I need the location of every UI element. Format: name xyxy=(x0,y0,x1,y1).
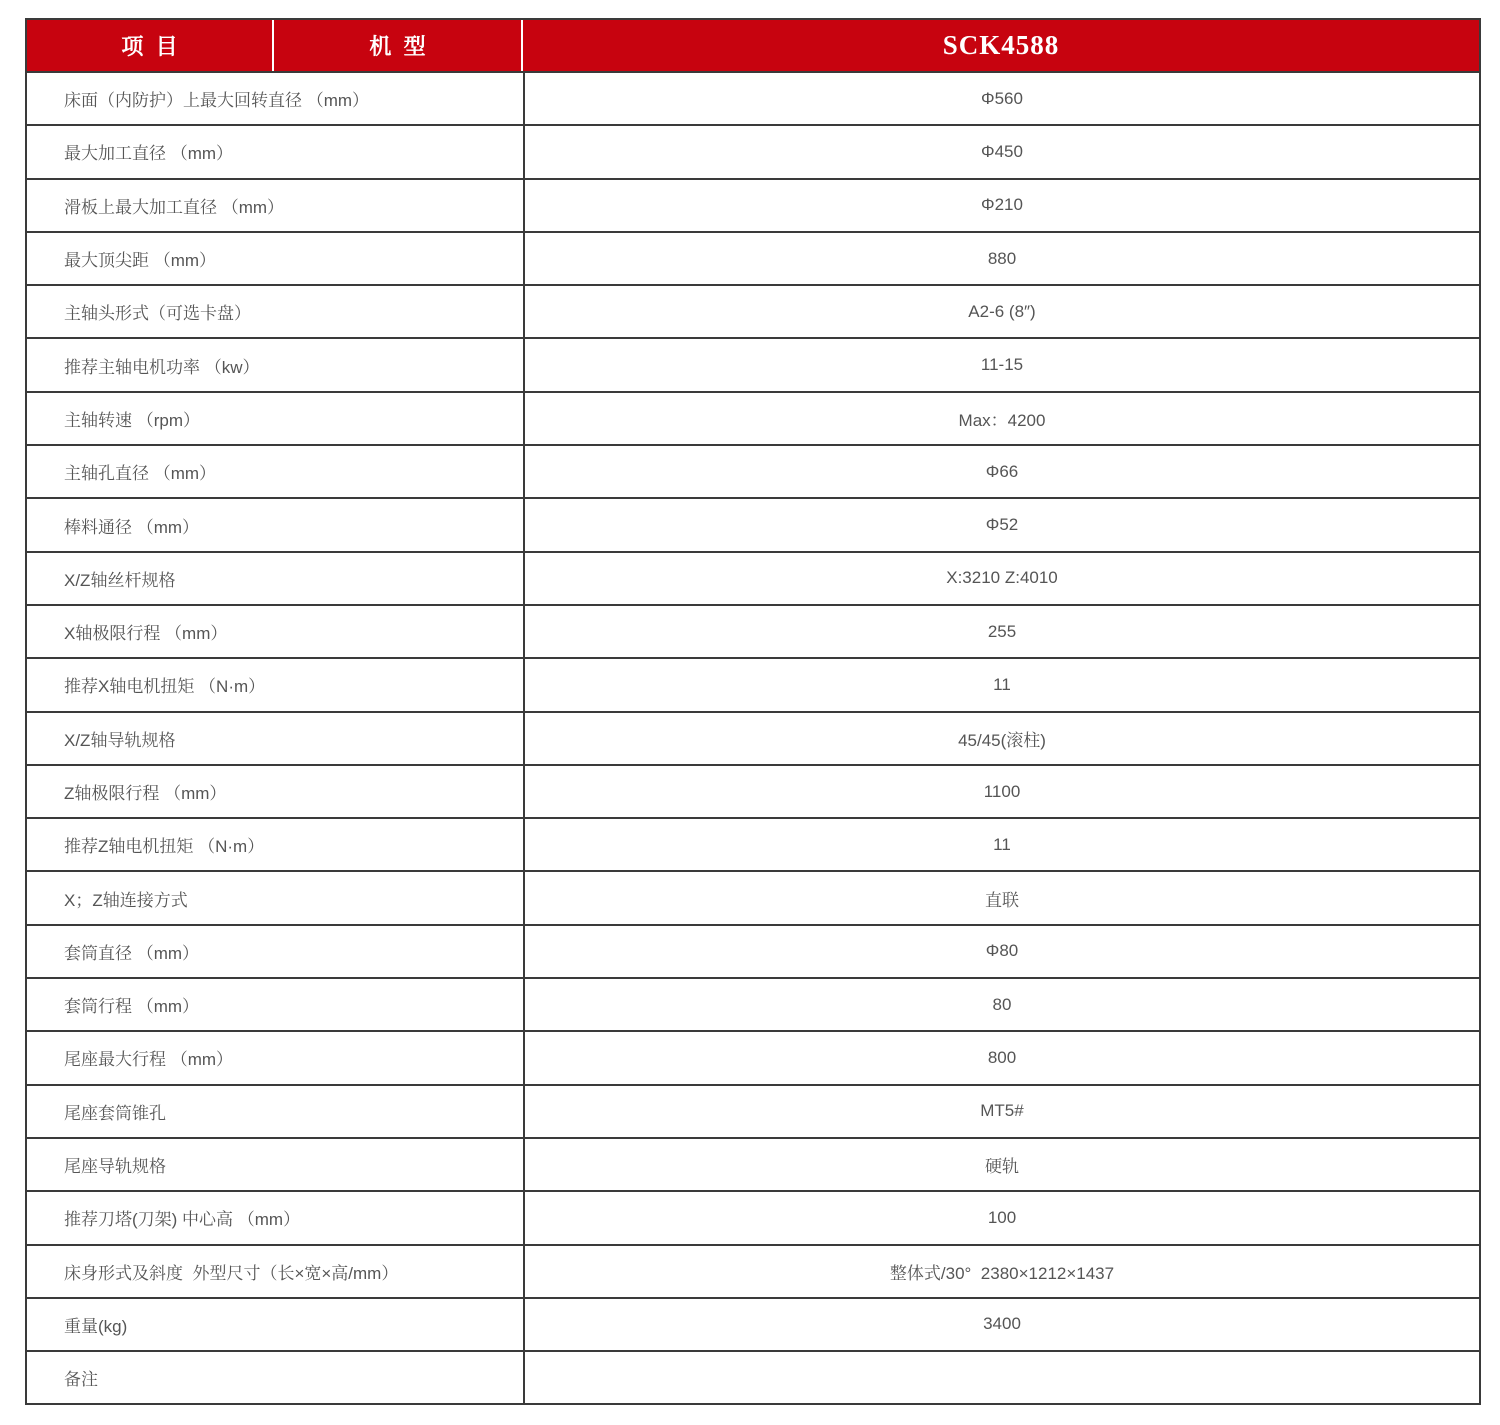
spec-value: 直联 xyxy=(523,872,1479,923)
table-row xyxy=(27,71,1479,124)
table-row xyxy=(27,1030,1479,1083)
table-row xyxy=(27,284,1479,337)
table-row xyxy=(27,231,1479,284)
spec-value: Φ66 xyxy=(523,446,1479,497)
spec-value: 45/45(滚柱) xyxy=(523,713,1479,764)
spec-label: 尾座最大行程 （mm） xyxy=(64,1050,234,1070)
spec-label: 备注 xyxy=(64,1370,98,1390)
spec-value: Φ210 xyxy=(523,180,1479,231)
spec-label: 主轴头形式（可选卡盘） xyxy=(64,304,251,324)
spec-value: 硬轨 xyxy=(523,1139,1479,1190)
table-row xyxy=(27,1190,1479,1243)
table-row xyxy=(27,337,1479,390)
table-header-row xyxy=(27,20,1479,71)
spec-label: 推荐刀塔(刀架) 中心高 （mm） xyxy=(64,1210,301,1230)
spec-value: 80 xyxy=(523,979,1479,1030)
spec-label: 尾座套筒锥孔 xyxy=(64,1103,166,1123)
table-row xyxy=(27,551,1479,604)
spec-label: 床身形式及斜度 外型尺寸（长×宽×高/mm） xyxy=(64,1263,399,1283)
spec-value: Φ450 xyxy=(523,126,1479,177)
spec-value: 800 xyxy=(523,1032,1479,1083)
spec-value: 1100 xyxy=(523,766,1479,817)
spec-value: Φ80 xyxy=(523,926,1479,977)
spec-label: X/Z轴导轨规格 xyxy=(64,730,176,750)
header-model-name: SCK4588 xyxy=(521,20,1479,71)
spec-label: Z轴极限行程 （mm） xyxy=(64,784,227,803)
header-item-column: 项 目 xyxy=(121,34,178,59)
table-row xyxy=(27,444,1479,497)
spec-value xyxy=(523,1352,1479,1403)
spec-label: 推荐X轴电机扭矩 （N·m） xyxy=(64,677,266,697)
spec-label: 套筒行程 （mm） xyxy=(64,997,200,1017)
spec-value: 100 xyxy=(523,1192,1479,1243)
spec-label: 床面（内防护）上最大回转直径 （mm） xyxy=(64,91,370,111)
spec-label: 最大加工直径 （mm） xyxy=(64,144,234,164)
spec-label: X/Z轴丝杆规格 xyxy=(64,570,176,590)
table-row xyxy=(27,1137,1479,1190)
spec-value: 11 xyxy=(523,819,1479,870)
spec-label: 主轴转速 （rpm） xyxy=(64,410,200,430)
table-row xyxy=(27,178,1479,231)
spec-value: Φ52 xyxy=(523,499,1479,550)
spec-label: 滑板上最大加工直径 （mm） xyxy=(64,197,285,217)
table-row xyxy=(27,1244,1479,1297)
spec-label: 尾座导轨规格 xyxy=(64,1157,166,1177)
table-row xyxy=(27,977,1479,1030)
spec-label: 棒料通径 （mm） xyxy=(64,517,200,537)
spec-value: Max：4200 xyxy=(523,393,1479,444)
table-row xyxy=(27,1297,1479,1350)
spec-label: 套筒直径 （mm） xyxy=(64,943,200,963)
spec-label: X轴极限行程 （mm） xyxy=(64,624,228,644)
spec-value: MT5# xyxy=(523,1086,1479,1137)
table-row xyxy=(27,924,1479,977)
spec-label: 重量(kg) xyxy=(64,1316,128,1336)
spec-value: A2-6 (8″) xyxy=(523,286,1479,337)
spec-value: 整体式/30° 2380×1212×1437 xyxy=(523,1246,1479,1297)
table-row xyxy=(27,497,1479,550)
spec-value: 255 xyxy=(523,606,1479,657)
spec-label: 推荐主轴电机功率 （kw） xyxy=(64,357,260,377)
table-row xyxy=(27,870,1479,923)
table-row xyxy=(27,124,1479,177)
header-model-column: 机 型 xyxy=(272,20,521,71)
spec-label: 最大顶尖距 （mm） xyxy=(64,251,217,271)
spec-label: X；Z轴连接方式 xyxy=(64,890,188,910)
spec-value: X:3210 Z:4010 xyxy=(523,553,1479,604)
spec-value: 11-15 xyxy=(523,339,1479,390)
table-row xyxy=(27,657,1479,710)
table-row xyxy=(27,764,1479,817)
table-row xyxy=(27,711,1479,764)
spec-table xyxy=(25,18,1481,1405)
table-row xyxy=(27,1350,1479,1403)
spec-value: 11 xyxy=(523,659,1479,710)
spec-value: Φ560 xyxy=(523,73,1479,124)
table-row xyxy=(27,817,1479,870)
spec-label: 主轴孔直径 （mm） xyxy=(64,464,217,484)
table-row xyxy=(27,391,1479,444)
table-row xyxy=(27,604,1479,657)
spec-value: 3400 xyxy=(523,1299,1479,1350)
table-row xyxy=(27,1084,1479,1137)
spec-label: 推荐Z轴电机扭矩 （N·m） xyxy=(64,837,265,857)
table-body xyxy=(27,71,1479,1403)
spec-value: 880 xyxy=(523,233,1479,284)
